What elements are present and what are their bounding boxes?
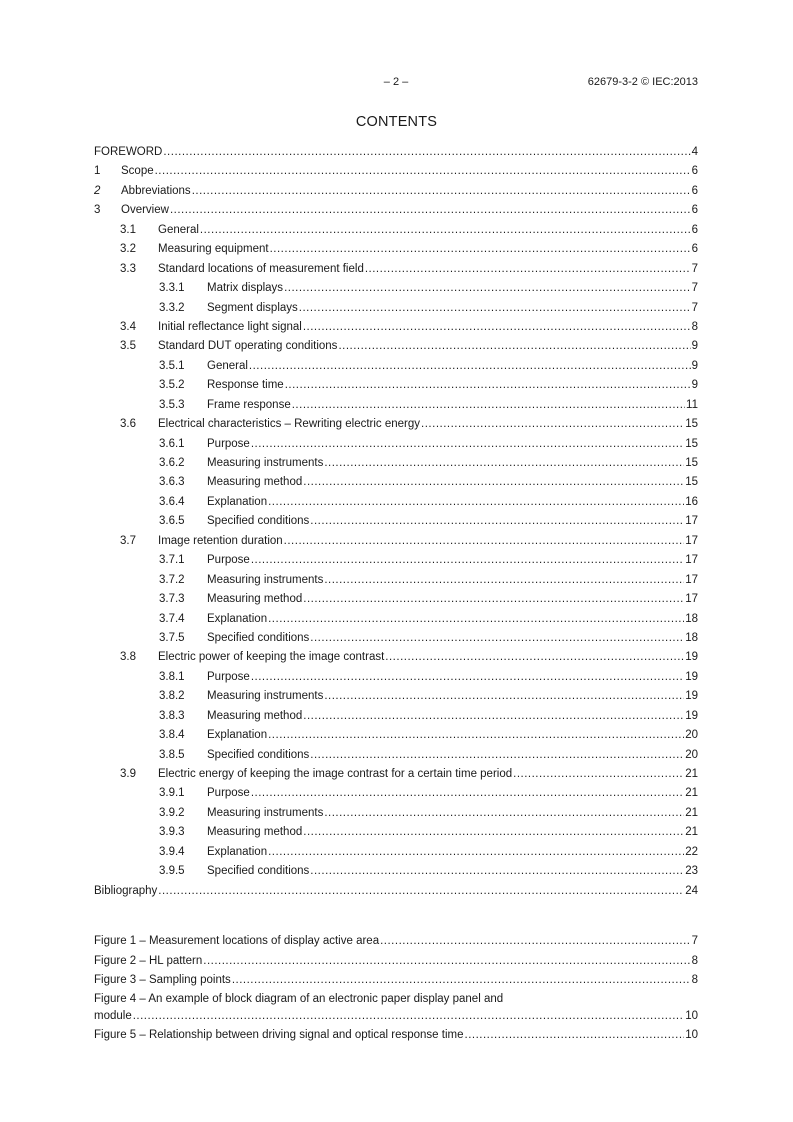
toc-entry-page: 7 [691,282,698,295]
toc-entry-page: 7 [691,301,698,314]
toc-entry-title: Image retention duration [158,534,283,547]
toc-entry-number: 3.6.3 [159,476,185,489]
toc-entry-title: Abbreviations [121,184,191,197]
toc-entry-page: 6 [691,184,698,197]
toc-entry[interactable] [94,746,698,765]
dot-leader [303,318,691,337]
dot-leader [133,1007,684,1027]
toc-entry-number: 3.9.5 [159,865,185,878]
dot-leader [385,648,684,667]
dot-leader [380,932,691,952]
dot-leader [163,143,690,162]
toc-entry[interactable] [94,765,698,784]
toc-entry-number: 3.7.3 [159,593,185,606]
toc-entry-title: Matrix displays [207,282,284,295]
toc-entry-page: 21 [685,768,698,780]
dot-leader [365,260,691,279]
dot-leader [251,784,684,803]
toc-entry[interactable] [94,182,698,201]
page-number: – 2 – [383,76,409,88]
toc-entry-page: 21 [685,787,698,800]
toc-entry-page: 6 [691,223,698,236]
dot-leader [249,357,691,376]
toc-entry-title: Measuring method [207,476,303,489]
toc-entry-page: 19 [685,651,698,664]
toc-entry-page: 24 [685,884,698,897]
figure-entry[interactable] [94,932,698,952]
toc-entry[interactable] [94,473,698,492]
toc-entry-title: Purpose [207,787,250,800]
toc-entry[interactable] [94,435,698,454]
figure-entry-page: 8 [691,954,698,967]
dot-leader [303,590,684,609]
dot-leader [284,532,685,551]
toc-entry-title: General [207,359,248,372]
toc-entry-page: 15 [685,437,698,450]
toc-entry[interactable] [94,571,698,590]
toc-entry[interactable] [94,318,698,337]
toc-entry-title: Measuring instruments [207,690,324,703]
toc-entry-number: 3.3 [120,262,136,275]
toc-entry-page: 18 [685,612,698,625]
figure-entry[interactable] [94,952,698,972]
toc-entry-title: Explanation [207,845,268,858]
toc-entry-title: Electric power of keeping the image contrast [158,651,385,664]
toc-entry-title: Specified conditions [207,515,310,528]
dot-leader [203,952,690,972]
toc-entry-number: 3.9.1 [159,787,185,800]
toc-entry[interactable] [94,804,698,823]
toc-entry-title: Measuring instruments [207,457,324,469]
toc-entry-page: 9 [691,340,698,353]
toc-entry-title: Measuring method [207,709,303,722]
toc-entry-number: 3.5.3 [159,398,185,411]
toc-entry-title: Bibliography [94,884,158,897]
toc-entry-page: 21 [685,826,698,839]
toc-entry-title: Electrical characteristics – Rewriting electric energy [158,418,421,431]
toc-entry[interactable] [94,823,698,842]
toc-entry-number: 3.8 [120,651,136,664]
dot-leader [268,843,684,862]
toc-entry[interactable] [94,162,698,181]
toc-entry-number: 2 [94,184,101,197]
toc-entry[interactable] [94,668,698,687]
toc-entry-page: 9 [691,359,698,372]
figure-entry-page: 10 [685,1009,698,1022]
toc-entry-title: General [158,223,199,236]
toc-entry[interactable] [94,687,698,706]
toc-entry-number: 1 [94,165,101,178]
toc-entry-page: 19 [685,690,698,703]
toc-entry-number: 3.7.2 [159,573,185,586]
table-of-contents [94,143,698,901]
toc-entry-page: 6 [691,204,698,217]
toc-entry[interactable] [94,882,698,901]
toc-entry-page: 15 [685,418,698,431]
toc-entry-page: 23 [685,865,698,878]
toc-entry-page: 8 [691,320,698,333]
toc-entry-number: 3.6.5 [159,515,185,528]
toc-entry-number: 3.7.4 [159,612,185,625]
toc-entry-number: 3.8.1 [159,670,185,683]
figure-entry-title: module [94,1009,132,1022]
toc-entry-title: Explanation [207,729,268,742]
toc-entry-number: 3.7.1 [159,554,185,567]
figure-entry-title: Figure 2 – HL pattern [94,954,203,967]
toc-entry-number: 3.8.4 [159,729,185,742]
toc-entry-number: 3.5.1 [159,359,185,372]
toc-entry[interactable] [94,260,698,279]
figure-entry-title: Figure 5 – Relationship between driving signal and optical response time [94,1029,464,1041]
dot-leader [324,454,684,473]
toc-entry[interactable] [94,493,698,512]
dot-leader [285,376,691,395]
figure-entry-page: 8 [691,974,698,986]
toc-entry-number: 3.5.2 [159,379,185,392]
toc-entry-title: Measuring instruments [207,806,324,819]
toc-entry-page: 22 [685,845,698,858]
toc-entry-number: 3.9.2 [159,806,185,819]
toc-entry-title: Measuring method [207,593,303,606]
toc-entry[interactable] [94,357,698,376]
dot-leader [158,882,684,901]
toc-entry[interactable] [94,143,698,162]
dot-leader [338,337,690,356]
dot-leader [251,551,684,570]
toc-entry[interactable] [94,396,698,415]
toc-entry[interactable] [94,590,698,609]
toc-entry[interactable] [94,337,698,356]
dot-leader [155,162,691,181]
list-of-figures [94,932,698,1046]
toc-entry[interactable] [94,551,698,570]
toc-entry-title: Frame response [207,398,291,411]
toc-entry-title: Measuring equipment [158,243,269,256]
toc-entry-number: 3.7.5 [159,631,185,644]
dot-leader [310,862,684,881]
toc-entry[interactable] [94,279,698,298]
dot-leader [170,201,691,220]
toc-entry-title: Measuring method [207,826,303,839]
dot-leader [421,415,684,434]
toc-entry-page: 16 [685,495,698,508]
toc-entry-number: 3.9.4 [159,845,185,858]
toc-entry-number: 3.6.4 [159,495,185,508]
dot-leader [268,493,684,512]
toc-entry-title: FOREWORD [94,146,163,158]
toc-entry-number: 3.4 [120,320,136,333]
toc-entry-number: 3.1 [120,223,136,236]
toc-entry-number: 3.3.2 [159,301,185,314]
toc-entry[interactable] [94,201,698,220]
toc-entry-page: 18 [685,631,698,644]
toc-entry-title: Standard locations of measurement field [158,262,364,275]
toc-entry-title: Overview [121,204,169,217]
toc-entry-number: 3.6.2 [159,457,185,469]
toc-entry[interactable] [94,629,698,648]
toc-entry[interactable] [94,843,698,862]
toc-entry-title: Measuring instruments [207,573,324,586]
dot-leader [324,804,684,823]
dot-leader [465,1026,685,1046]
toc-entry[interactable] [94,532,698,551]
toc-entry-page: 4 [691,146,698,158]
toc-entry-page: 20 [685,748,698,761]
dot-leader [303,823,684,842]
dot-leader [268,726,684,745]
figure-entry-line [94,991,698,1007]
toc-entry[interactable] [94,376,698,395]
toc-entry-page: 9 [691,379,698,392]
toc-entry-title: Purpose [207,670,250,683]
toc-entry-page: 17 [685,554,698,567]
toc-entry-page: 15 [685,476,698,489]
dot-leader [192,182,691,201]
dot-leader [324,687,684,706]
figure-entry[interactable] [94,1007,698,1027]
toc-entry-number: 3.5 [120,340,136,353]
toc-entry-number: 3.2 [120,243,136,256]
toc-entry-number: 3.8.3 [159,709,185,722]
dot-leader [270,240,691,259]
contents-title: CONTENTS [355,114,438,130]
toc-entry-title: Explanation [207,495,268,508]
toc-entry-title: Purpose [207,554,250,567]
document-reference: 62679-3-2 © IEC:2013 [587,76,698,88]
figure-entry-page: 10 [685,1029,698,1041]
toc-entry-number: 3.8.2 [159,690,185,703]
toc-entry[interactable] [94,454,698,473]
dot-leader [200,221,691,240]
toc-entry[interactable] [94,610,698,629]
dot-leader [251,668,684,687]
dot-leader [324,571,684,590]
toc-entry[interactable] [94,221,698,240]
figure-entry[interactable] [94,1026,698,1046]
dot-leader [268,610,684,629]
toc-entry[interactable] [94,726,698,745]
dot-leader [284,279,691,298]
toc-entry-page: 11 [686,398,698,411]
toc-entry-page: 19 [685,709,698,722]
toc-entry-title: Specified conditions [207,748,310,761]
toc-entry-title: Response time [207,379,284,392]
dot-leader [292,396,685,415]
toc-entry[interactable] [94,707,698,726]
dot-leader [299,299,691,318]
page-header [94,76,698,92]
toc-entry-title: Scope [121,165,154,178]
toc-entry-number: 3.9.3 [159,826,185,839]
dot-leader [513,765,684,784]
toc-entry-page: 15 [685,457,698,469]
toc-entry-number: 3.6.1 [159,437,185,450]
toc-entry-page: 6 [691,243,698,256]
figure-entry-title: Figure 3 – Sampling points [94,974,231,986]
toc-entry[interactable] [94,784,698,803]
dot-leader [303,707,684,726]
toc-entry[interactable] [94,648,698,667]
toc-entry-number: 3.3.1 [159,282,185,295]
toc-entry-title: Segment displays [207,301,298,314]
toc-entry-title: Electric energy of keeping the image contrast for a certain time period [158,768,513,780]
figure-entry-title: Figure 4 – An example of block diagram of an electronic paper display panel and [94,992,504,1005]
toc-entry-number: 3.6 [120,418,136,431]
toc-entry[interactable] [94,512,698,531]
toc-entry-page: 7 [691,262,698,275]
toc-entry-title: Standard DUT operating conditions [158,340,338,353]
toc-entry[interactable] [94,415,698,434]
toc-entry-page: 21 [685,806,698,819]
toc-entry-title: Explanation [207,612,268,625]
toc-entry-page: 19 [685,670,698,683]
dot-leader [251,435,684,454]
figure-entry[interactable] [94,971,698,991]
toc-entry-title: Initial reflectance light signal [158,320,302,333]
dot-leader [232,971,691,991]
toc-entry[interactable] [94,240,698,259]
dot-leader [310,629,684,648]
toc-entry[interactable] [94,862,698,881]
toc-entry-page: 20 [685,729,698,742]
toc-entry-number: 3.8.5 [159,748,185,761]
toc-entry-page: 17 [685,534,698,547]
toc-entry-page: 6 [691,165,698,178]
toc-entry[interactable] [94,299,698,318]
toc-entry-number: 3 [94,204,101,217]
toc-entry-page: 17 [685,515,698,528]
toc-entry-number: 3.7 [120,534,136,547]
figure-entry-page: 7 [691,935,698,947]
dot-leader [310,746,684,765]
toc-entry-page: 17 [685,573,698,586]
dot-leader [310,512,684,531]
toc-entry-page: 17 [685,593,698,606]
toc-entry-title: Specified conditions [207,865,310,878]
toc-entry-title: Purpose [207,437,250,450]
figure-entry-title: Figure 1 – Measurement locations of display active area [94,935,380,947]
dot-leader [303,473,684,492]
toc-entry-number: 3.9 [120,768,136,780]
toc-entry-title: Specified conditions [207,631,310,644]
